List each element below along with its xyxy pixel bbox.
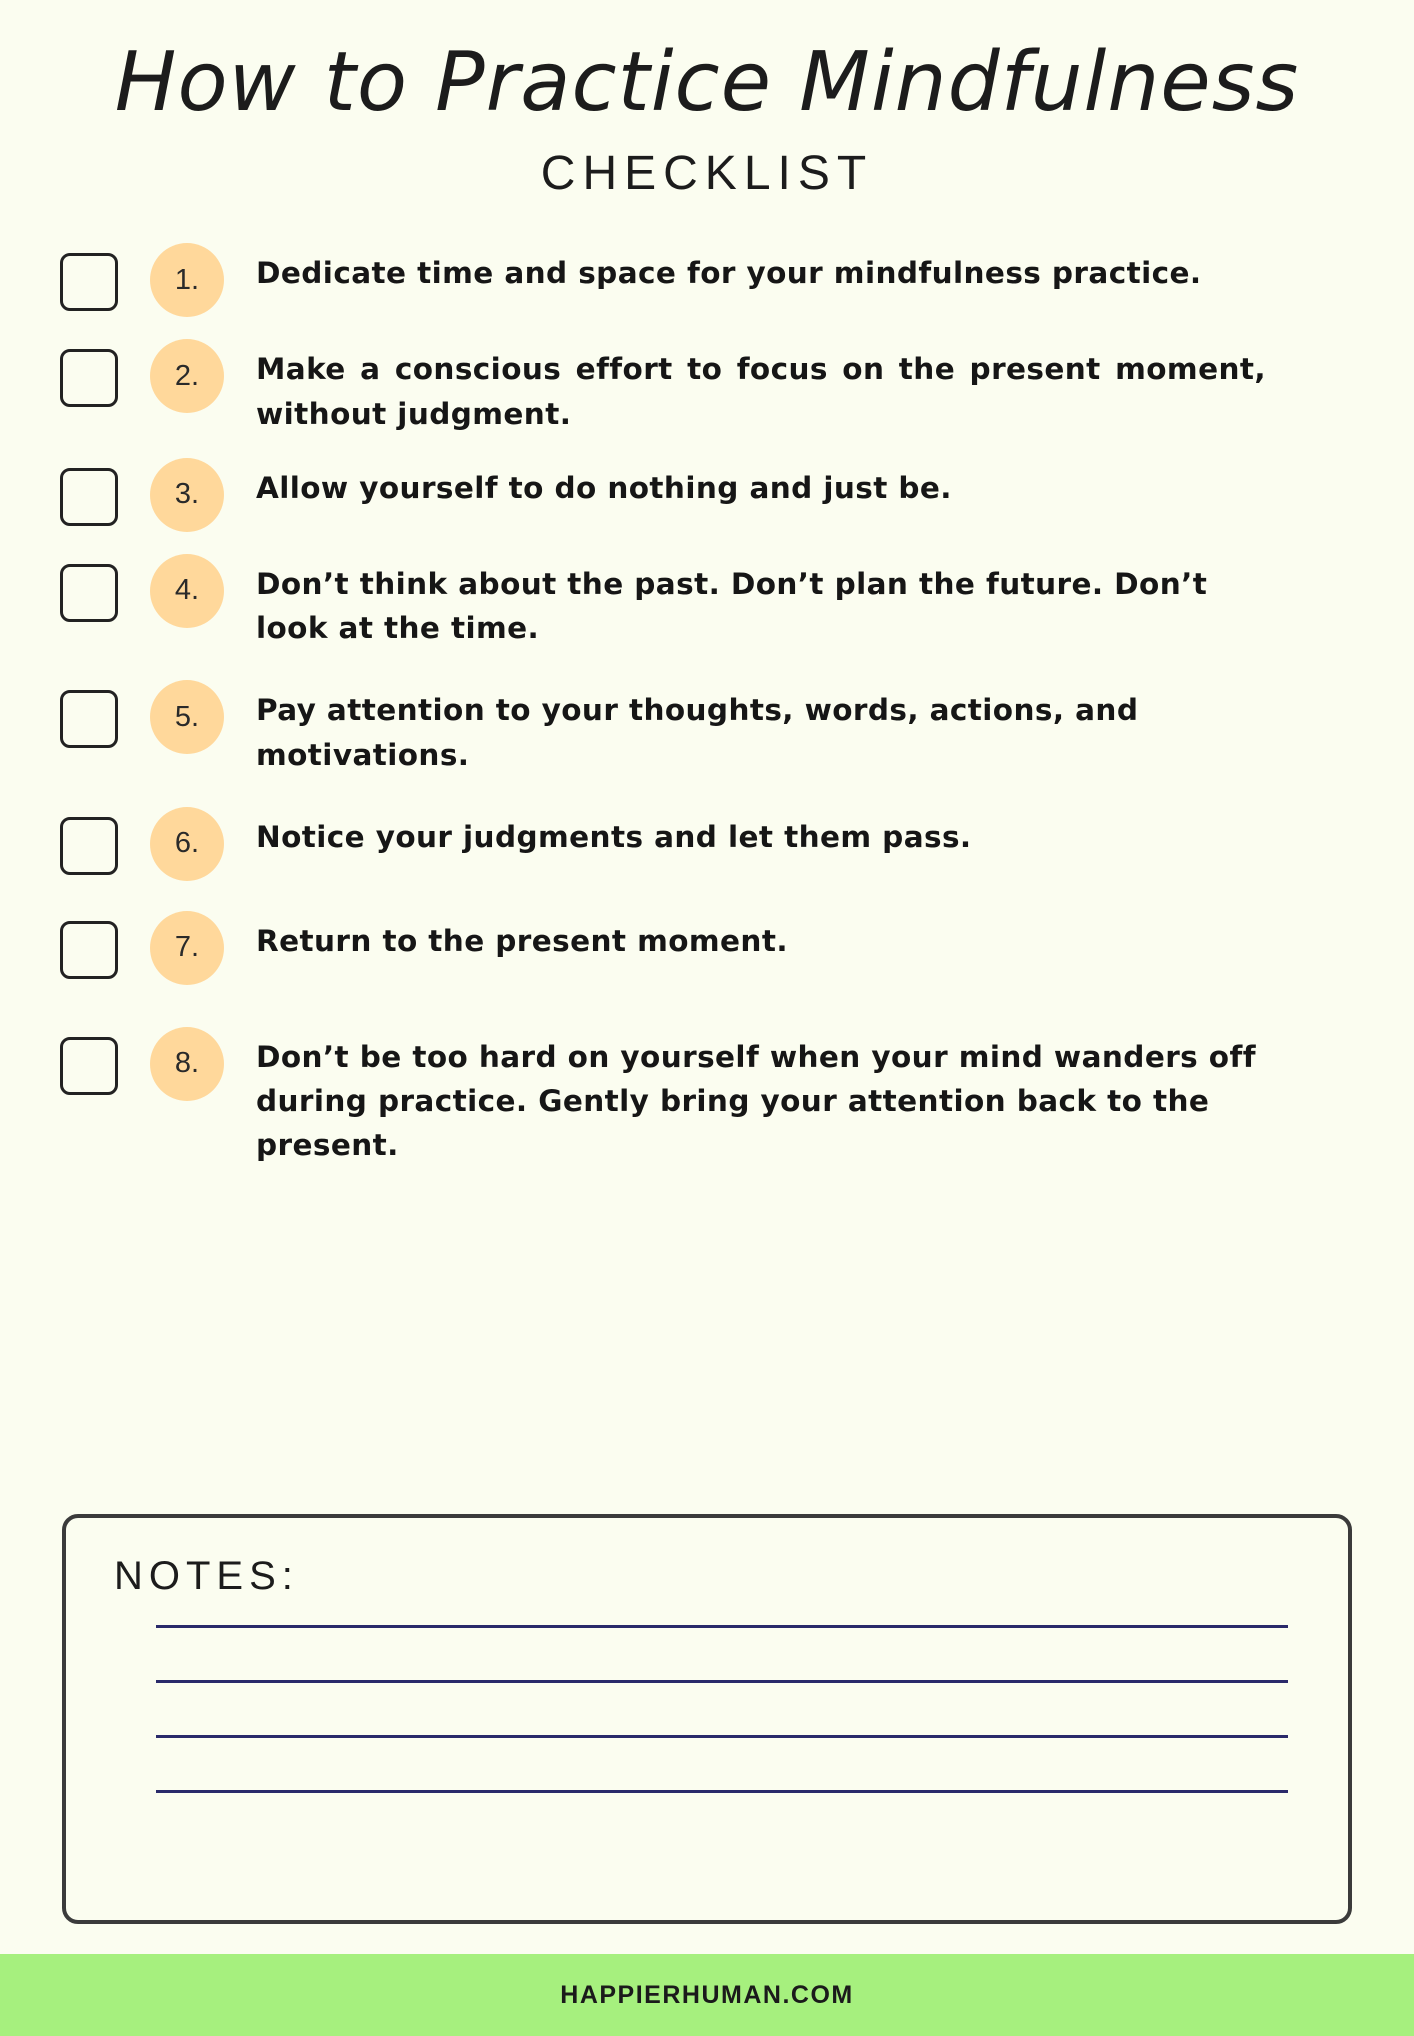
item-text: Allow yourself to do nothing and just be.: [256, 470, 952, 505]
checkbox-2[interactable]: [60, 349, 118, 407]
item-number-badge: 6.: [150, 807, 224, 881]
item-text: Notice your judgments and let them pass.: [256, 819, 972, 854]
checkbox-7[interactable]: [60, 921, 118, 979]
checkbox-6[interactable]: [60, 817, 118, 875]
notes-box[interactable]: [62, 1514, 1352, 1924]
notes-label: NOTES:: [114, 1554, 299, 1598]
page-title: How to Practice Mindfulness: [114, 35, 1300, 130]
list-item[interactable]: [60, 1031, 1354, 1168]
item-text: Don’t be too hard on yourself when your mind wanders off during practice. Gently bring your attention back to the present.: [256, 1039, 1256, 1163]
notes-lines[interactable]: [156, 1625, 1288, 1793]
list-item[interactable]: [60, 558, 1354, 651]
item-number-badge: 5.: [150, 680, 224, 754]
item-number-badge: 4.: [150, 554, 224, 628]
item-text: Dedicate time and space for your mindfulness practice.: [256, 256, 1202, 291]
list-item[interactable]: [60, 343, 1354, 436]
checklist: [0, 247, 1414, 1167]
checkbox-4[interactable]: [60, 564, 118, 622]
item-number-badge: 8.: [150, 1027, 224, 1101]
list-item[interactable]: [60, 684, 1354, 777]
item-number-badge: 7.: [150, 911, 224, 985]
footer-band: [0, 1954, 1414, 2036]
notes-writing-line[interactable]: [156, 1625, 1288, 1628]
notes-writing-line[interactable]: [156, 1790, 1288, 1793]
checkbox-8[interactable]: [60, 1037, 118, 1095]
checklist-page: [0, 36, 1414, 2036]
checkbox-1[interactable]: [60, 253, 118, 311]
checkbox-3[interactable]: [60, 468, 118, 526]
notes-writing-line[interactable]: [156, 1735, 1288, 1738]
list-item[interactable]: [60, 811, 1354, 881]
item-text: Don’t think about the past. Don’t plan the future. Don’t look at the time.: [256, 566, 1208, 646]
item-text: Return to the present moment.: [256, 923, 788, 958]
checkbox-5[interactable]: [60, 690, 118, 748]
notes-writing-line[interactable]: [156, 1680, 1288, 1683]
item-number-badge: 1.: [150, 243, 224, 317]
list-item[interactable]: [60, 915, 1354, 985]
item-text: Make a conscious effort to focus on the present moment, without judgment.: [256, 352, 1266, 431]
item-text: Pay attention to your thoughts, words, actions, and motivations.: [256, 693, 1139, 772]
footer-website: HAPPIERHUMAN.COM: [560, 1980, 854, 2009]
page-subtitle: CHECKLIST: [540, 147, 874, 201]
item-number-badge: 3.: [150, 458, 224, 532]
item-number-badge: 2.: [150, 339, 224, 413]
list-item[interactable]: [60, 462, 1354, 532]
list-item[interactable]: [60, 247, 1354, 317]
